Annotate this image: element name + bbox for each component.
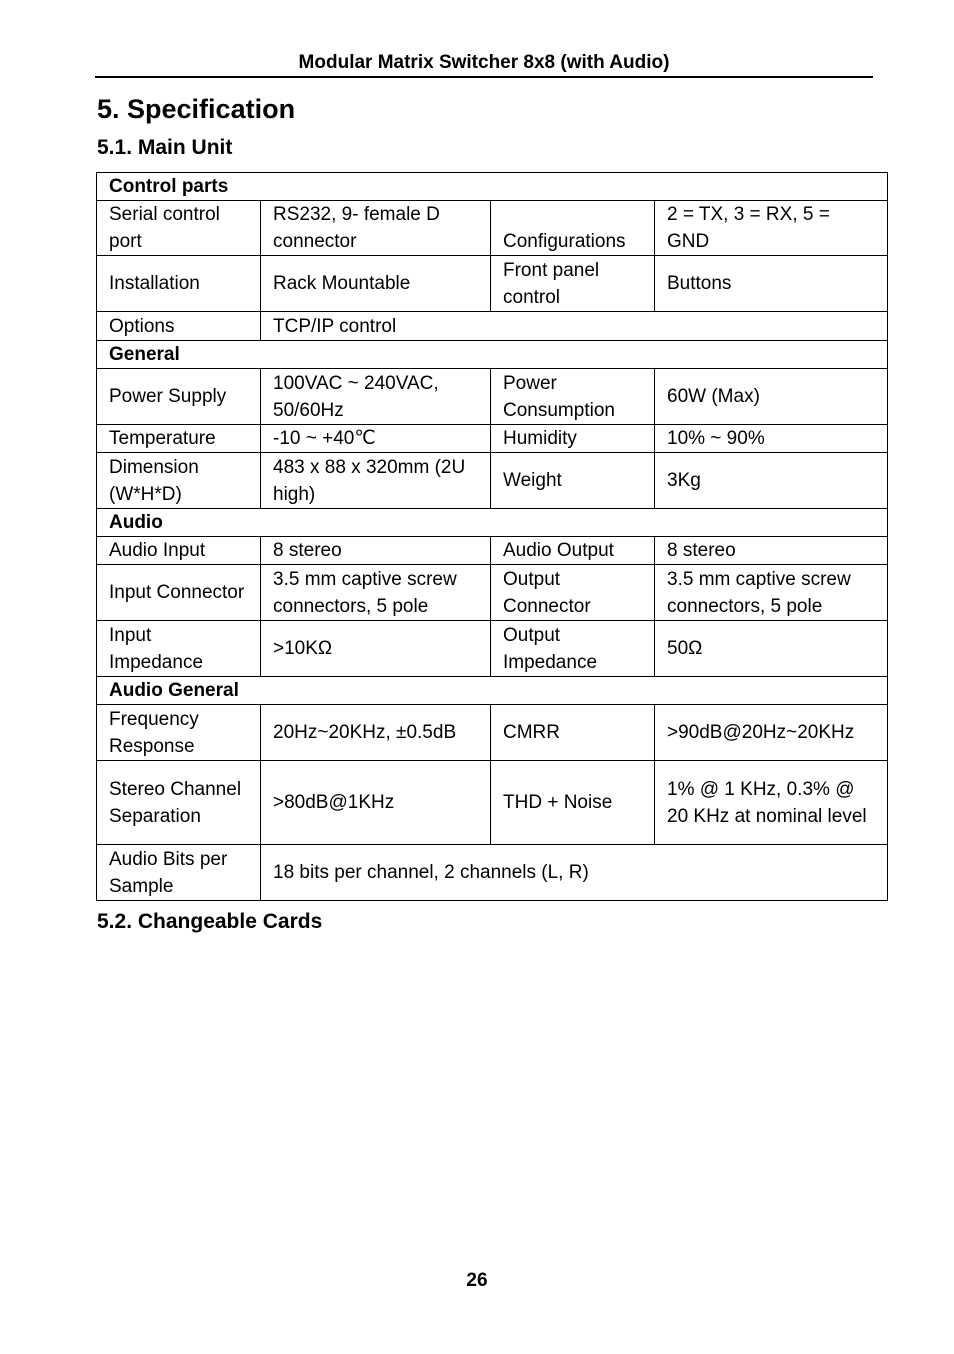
spec-label: Serial control port (97, 201, 261, 256)
spec-label: Dimension (W*H*D) (97, 453, 261, 509)
table-row (97, 845, 888, 901)
spec-label: THD + Noise (491, 761, 655, 845)
table-row (97, 201, 888, 256)
spec-value: 20Hz~20KHz, ±0.5dB (261, 705, 491, 761)
spec-value: 8 stereo (655, 537, 888, 565)
spec-value: -10 ~ +40℃ (261, 425, 491, 453)
spec-label: Front panel control (491, 256, 655, 312)
spec-value: 60W (Max) (655, 369, 888, 425)
spec-value: Buttons (655, 256, 888, 312)
running-header: Modular Matrix Switcher 8x8 (with Audio) (298, 52, 670, 73)
section-title: Control parts (97, 173, 888, 201)
table-row (97, 537, 888, 565)
section-title: Audio General (97, 677, 888, 705)
table-row (97, 256, 888, 312)
spec-value: 3.5 mm captive screw connectors, 5 pole (261, 565, 491, 621)
spec-value: >90dB@20Hz~20KHz (655, 705, 888, 761)
table-row (97, 621, 888, 677)
spec-value: RS232, 9- female D connector (261, 201, 491, 256)
spec-label: Audio Output (491, 537, 655, 565)
section-title: Audio (97, 509, 888, 537)
section-row-control-parts (97, 173, 888, 201)
spec-label: Output Impedance (491, 621, 655, 677)
spec-table (96, 172, 888, 901)
header-rule (95, 76, 873, 78)
spec-value: >10KΩ (261, 621, 491, 677)
spec-value: 100VAC ~ 240VAC, 50/60Hz (261, 369, 491, 425)
spec-label: CMRR (491, 705, 655, 761)
spec-label: Humidity (491, 425, 655, 453)
table-row (97, 369, 888, 425)
section-heading-main-unit: 5.1. Main Unit (97, 136, 233, 159)
spec-label: Frequency Response (97, 705, 261, 761)
table-row (97, 565, 888, 621)
section-heading-changeable-cards: 5.2. Changeable Cards (97, 910, 323, 933)
spec-value: 8 stereo (261, 537, 491, 565)
spec-label: Weight (491, 453, 655, 509)
spec-value: 50Ω (655, 621, 888, 677)
table-row (97, 705, 888, 761)
spec-label: Installation (97, 256, 261, 312)
table-row (97, 312, 888, 341)
table-row (97, 761, 888, 845)
spec-label: Power Consumption (491, 369, 655, 425)
spec-label: Input Connector (97, 565, 261, 621)
spec-value: 2 = TX, 3 = RX, 5 = GND (655, 201, 888, 256)
spec-value: 3Kg (655, 453, 888, 509)
section-row-audio (97, 509, 888, 537)
spec-label: Audio Input (97, 537, 261, 565)
spec-label: Options (97, 312, 261, 341)
spec-value: 18 bits per channel, 2 channels (L, R) (261, 845, 888, 901)
spec-label: Configurations (491, 201, 655, 256)
spec-label: Input Impedance (97, 621, 261, 677)
section-row-general (97, 341, 888, 369)
spec-label: Audio Bits per Sample (97, 845, 261, 901)
spec-label: Temperature (97, 425, 261, 453)
spec-value: >80dB@1KHz (261, 761, 491, 845)
spec-label: Stereo Channel Separation (97, 761, 261, 845)
spec-value: 3.5 mm captive screw connectors, 5 pole (655, 565, 888, 621)
section-row-audio-general (97, 677, 888, 705)
spec-label: Output Connector (491, 565, 655, 621)
spec-value: TCP/IP control (261, 312, 888, 341)
spec-value: 483 x 88 x 320mm (2U high) (261, 453, 491, 509)
spec-value: Rack Mountable (261, 256, 491, 312)
table-row (97, 453, 888, 509)
spec-label: Power Supply (97, 369, 261, 425)
spec-value: 1% @ 1 KHz, 0.3% @ 20 KHz at nominal level (655, 761, 888, 845)
spec-value: 10% ~ 90% (655, 425, 888, 453)
section-title: General (97, 341, 888, 369)
page-title: 5. Specification (97, 94, 296, 124)
table-row (97, 425, 888, 453)
page-number: 26 (466, 1270, 488, 1291)
